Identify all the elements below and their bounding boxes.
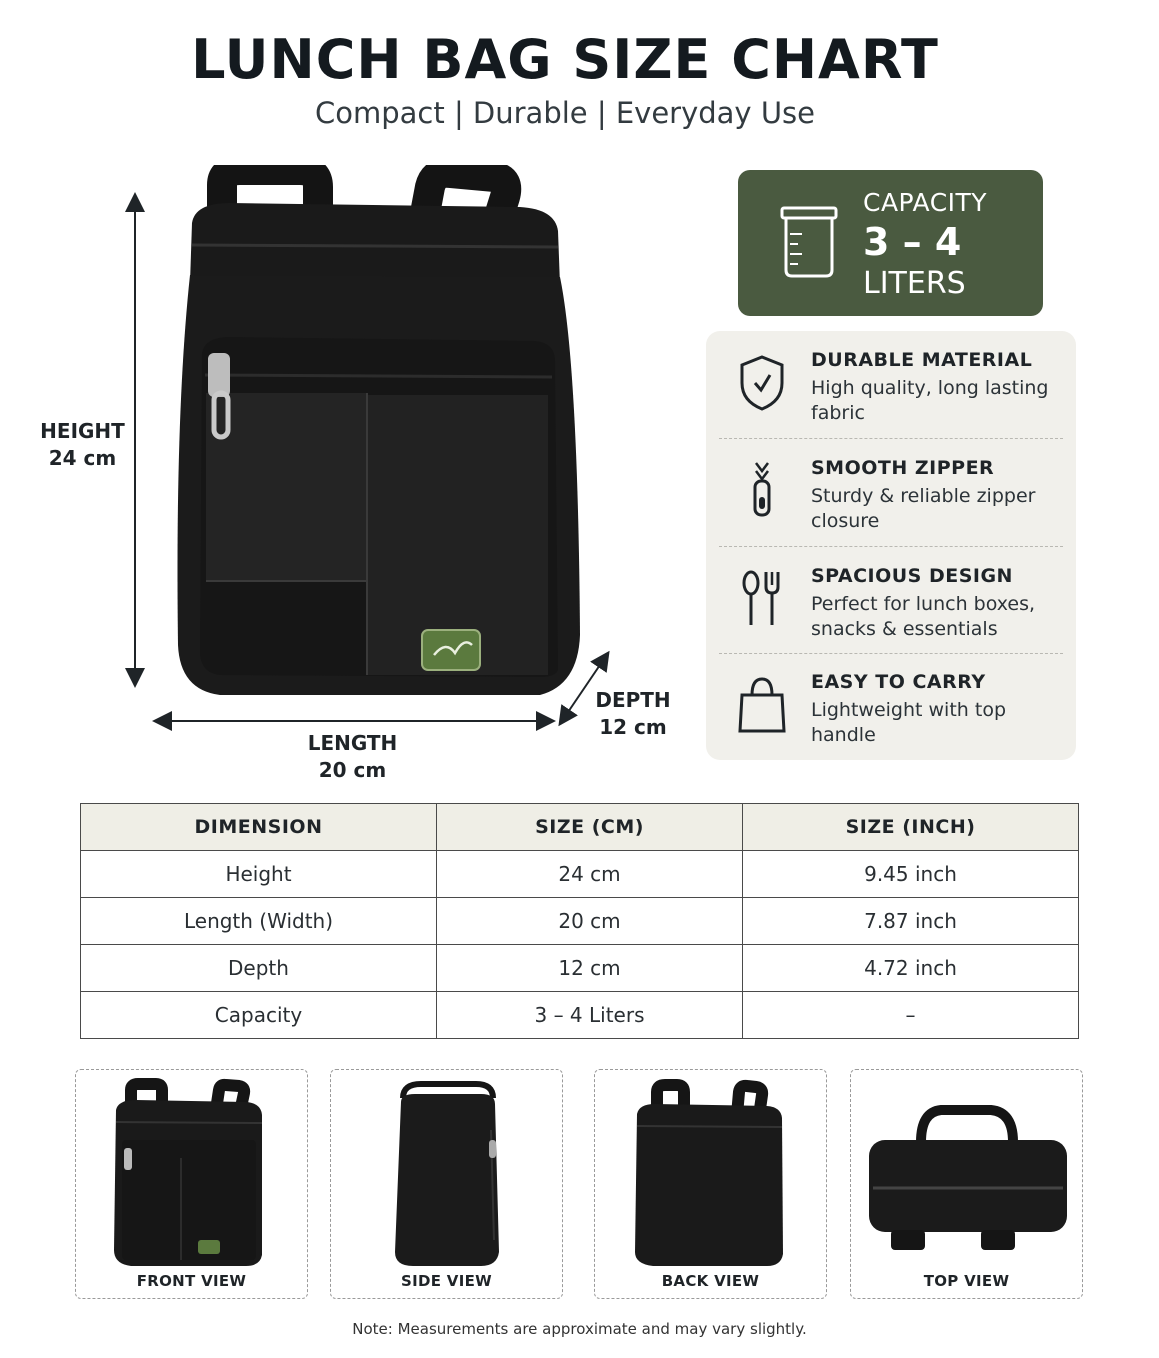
depth-label: [588, 687, 678, 741]
capacity-card: [738, 170, 1043, 316]
side-view-image: [331, 1070, 564, 1270]
height-label: [30, 418, 135, 472]
feature-easy-to-carry: [719, 653, 1063, 760]
feature-durable-material: [719, 331, 1063, 438]
table-header: SIZE (INCH): [743, 804, 1079, 851]
feature-title: SPACIOUS DESIGN: [811, 565, 1013, 587]
view-top: [850, 1069, 1083, 1299]
depth-label-value: 12 cm: [599, 715, 667, 739]
capacity-unit: LITERS: [863, 266, 966, 301]
features-panel: [706, 331, 1076, 760]
table-cell: 4.72 inch: [743, 945, 1079, 992]
table-row: [81, 992, 1079, 1039]
table-row: [81, 945, 1079, 992]
bag-icon: [736, 675, 788, 735]
feature-desc: High quality, long lasting fabric: [811, 377, 1049, 424]
view-front: [75, 1069, 308, 1299]
table-header: SIZE (CM): [437, 804, 743, 851]
capacity-value: 3 – 4: [863, 220, 962, 264]
length-label-text: LENGTH: [307, 731, 398, 755]
feature-desc: Perfect for lunch boxes, snacks & essentials: [811, 593, 1036, 640]
length-label-value: 20 cm: [318, 758, 387, 782]
table-header-row: [81, 804, 1079, 851]
size-table: [80, 803, 1079, 1039]
top-view-image: [851, 1070, 1084, 1270]
zipper-icon: [736, 461, 788, 521]
feature-title: EASY TO CARRY: [811, 671, 986, 693]
table-header: DIMENSION: [81, 804, 437, 851]
view-label: SIDE VIEW: [401, 1272, 492, 1290]
back-view-image: [595, 1070, 828, 1270]
page-title: LUNCH BAG SIZE CHART: [191, 28, 939, 91]
feature-smooth-zipper: [719, 439, 1063, 546]
feature-title: DURABLE MATERIAL: [811, 349, 1033, 371]
depth-label-text: DEPTH: [595, 688, 671, 712]
table-cell: Height: [81, 851, 437, 898]
front-view-image: [76, 1070, 309, 1270]
view-label: BACK VIEW: [661, 1272, 760, 1290]
subtitle-text: Compact | Durable | Everyday Use: [314, 96, 815, 130]
table-row: [81, 851, 1079, 898]
height-label-text: HEIGHT: [40, 419, 125, 443]
feature-title: SMOOTH ZIPPER: [811, 457, 995, 479]
table-cell: Depth: [81, 945, 437, 992]
cutlery-icon: [736, 569, 788, 629]
footnote: Note: Measurements are approximate and may vary slightly.: [352, 1320, 807, 1338]
length-label: [295, 730, 410, 784]
table-cell: Length (Width): [81, 898, 437, 945]
table-cell: –: [743, 992, 1079, 1039]
shield-icon: [736, 353, 788, 413]
bag-main-image: [150, 165, 590, 710]
feature-desc: Lightweight with top handle: [811, 699, 1007, 746]
view-back: [594, 1069, 827, 1299]
table-cell: 12 cm: [437, 945, 743, 992]
table-cell: 24 cm: [437, 851, 743, 898]
capacity-label: CAPACITY: [863, 188, 988, 217]
table-cell: 9.45 inch: [743, 851, 1079, 898]
container-icon: [778, 206, 840, 282]
table-cell: 20 cm: [437, 898, 743, 945]
table-cell: 7.87 inch: [743, 898, 1079, 945]
view-label: FRONT VIEW: [136, 1272, 247, 1290]
table-row: [81, 898, 1079, 945]
height-label-value: 24 cm: [48, 446, 117, 470]
table-cell: Capacity: [81, 992, 437, 1039]
view-label: TOP VIEW: [923, 1272, 1010, 1290]
feature-spacious-design: [719, 547, 1063, 654]
view-side: [330, 1069, 563, 1299]
feature-desc: Sturdy & reliable zipper closure: [811, 485, 1036, 532]
table-cell: 3 – 4 Liters: [437, 992, 743, 1039]
